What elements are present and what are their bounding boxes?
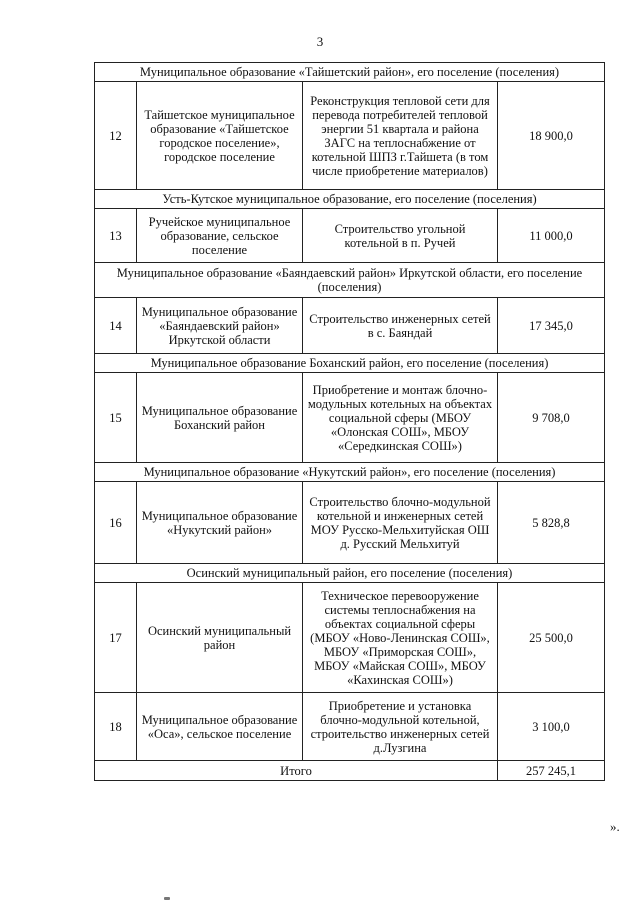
project-cell: Строительство угольной котельной в п. Ручей	[303, 209, 498, 263]
section-header-row	[95, 354, 605, 373]
amount-cell: 11 000,0	[498, 209, 605, 263]
table-row	[95, 373, 605, 463]
section-header-row	[95, 63, 605, 82]
row-number: 16	[95, 482, 137, 564]
row-number: 13	[95, 209, 137, 263]
table-row	[95, 82, 605, 190]
row-number: 14	[95, 298, 137, 354]
recipient-cell: Муниципальное образование Боханский район	[137, 373, 303, 463]
recipient-cell: Ручейское муниципальное образование, сельское поселение	[137, 209, 303, 263]
section-header-row	[95, 263, 605, 298]
amount-cell: 25 500,0	[498, 583, 605, 693]
table-row	[95, 482, 605, 564]
section-header-row	[95, 463, 605, 482]
total-row	[95, 761, 605, 781]
row-number: 12	[95, 82, 137, 190]
amount-cell: 5 828,8	[498, 482, 605, 564]
section-header-row	[95, 190, 605, 209]
row-number: 17	[95, 583, 137, 693]
recipient-cell: Муниципальное образование «Оса», сельское поселение	[137, 693, 303, 761]
project-cell: Строительство блочно-модульной котельной и инженерных сетей МОУ Русско-Мельхитуйская ОШ д. Русский Мельхитуй	[303, 482, 498, 564]
table-row	[95, 583, 605, 693]
section-header: Усть-Кутское муниципальное образование, его поселение (поселения)	[95, 190, 605, 209]
project-cell: Реконструкция тепловой сети для перевода потребителей тепловой энергии 51 квартала и района ЗАГС на теплоснабжение от котельной ШПЗ г.Тайшета (в том числе приобретение материалов)	[303, 82, 498, 190]
page-number: 3	[316, 34, 324, 49]
table-row	[95, 298, 605, 354]
amount-cell: 18 900,0	[498, 82, 605, 190]
total-amount: 257 245,1	[498, 761, 605, 781]
recipient-cell: Муниципальное образование «Нукутский район»	[137, 482, 303, 564]
scan-artifact	[164, 897, 170, 900]
section-header: Муниципальное образование «Тайшетский район», его поселение (поселения)	[95, 63, 605, 82]
project-cell: Приобретение и монтаж блочно-модульных котельных на объектах социальной сферы (МБОУ «Олонская СОШ», МБОУ «Середкинская СОШ»)	[303, 373, 498, 463]
amount-cell: 17 345,0	[498, 298, 605, 354]
project-cell: Строительство инженерных сетей в с. Баяндай	[303, 298, 498, 354]
section-header: Муниципальное образование Боханский район, его поселение (поселения)	[95, 354, 605, 373]
amount-cell: 9 708,0	[498, 373, 605, 463]
section-header: Муниципальное образование «Нукутский район», его поселение (поселения)	[95, 463, 605, 482]
section-header: Осинский муниципальный район, его поселение (поселения)	[95, 564, 605, 583]
row-number: 18	[95, 693, 137, 761]
recipient-cell: Тайшетское муниципальное образование «Тайшетское городское поселение», городское поселение	[137, 82, 303, 190]
section-header-row	[95, 564, 605, 583]
project-cell: Техническое перевооружение системы теплоснабжения на объектах социальной сферы (МБОУ «Ново-Ленинская СОШ», МБОУ «Приморская СОШ», МБОУ «Майская СОШ», МБОУ «Кахинская СОШ»)	[303, 583, 498, 693]
amount-cell: 3 100,0	[498, 693, 605, 761]
project-cell: Приобретение и установка блочно-модульной котельной, строительство инженерных сетей д.Лузгина	[303, 693, 498, 761]
row-number: 15	[95, 373, 137, 463]
closing-quote: ».	[610, 819, 620, 834]
section-header: Муниципальное образование «Баяндаевский район» Иркутской области, его поселение (поселения)	[95, 263, 605, 298]
subsidy-table	[94, 62, 605, 781]
total-label: Итого	[95, 761, 498, 781]
table-row	[95, 693, 605, 761]
recipient-cell: Муниципальное образование «Баяндаевский район» Иркутской области	[137, 298, 303, 354]
recipient-cell: Осинский муниципальный район	[137, 583, 303, 693]
table-row	[95, 209, 605, 263]
